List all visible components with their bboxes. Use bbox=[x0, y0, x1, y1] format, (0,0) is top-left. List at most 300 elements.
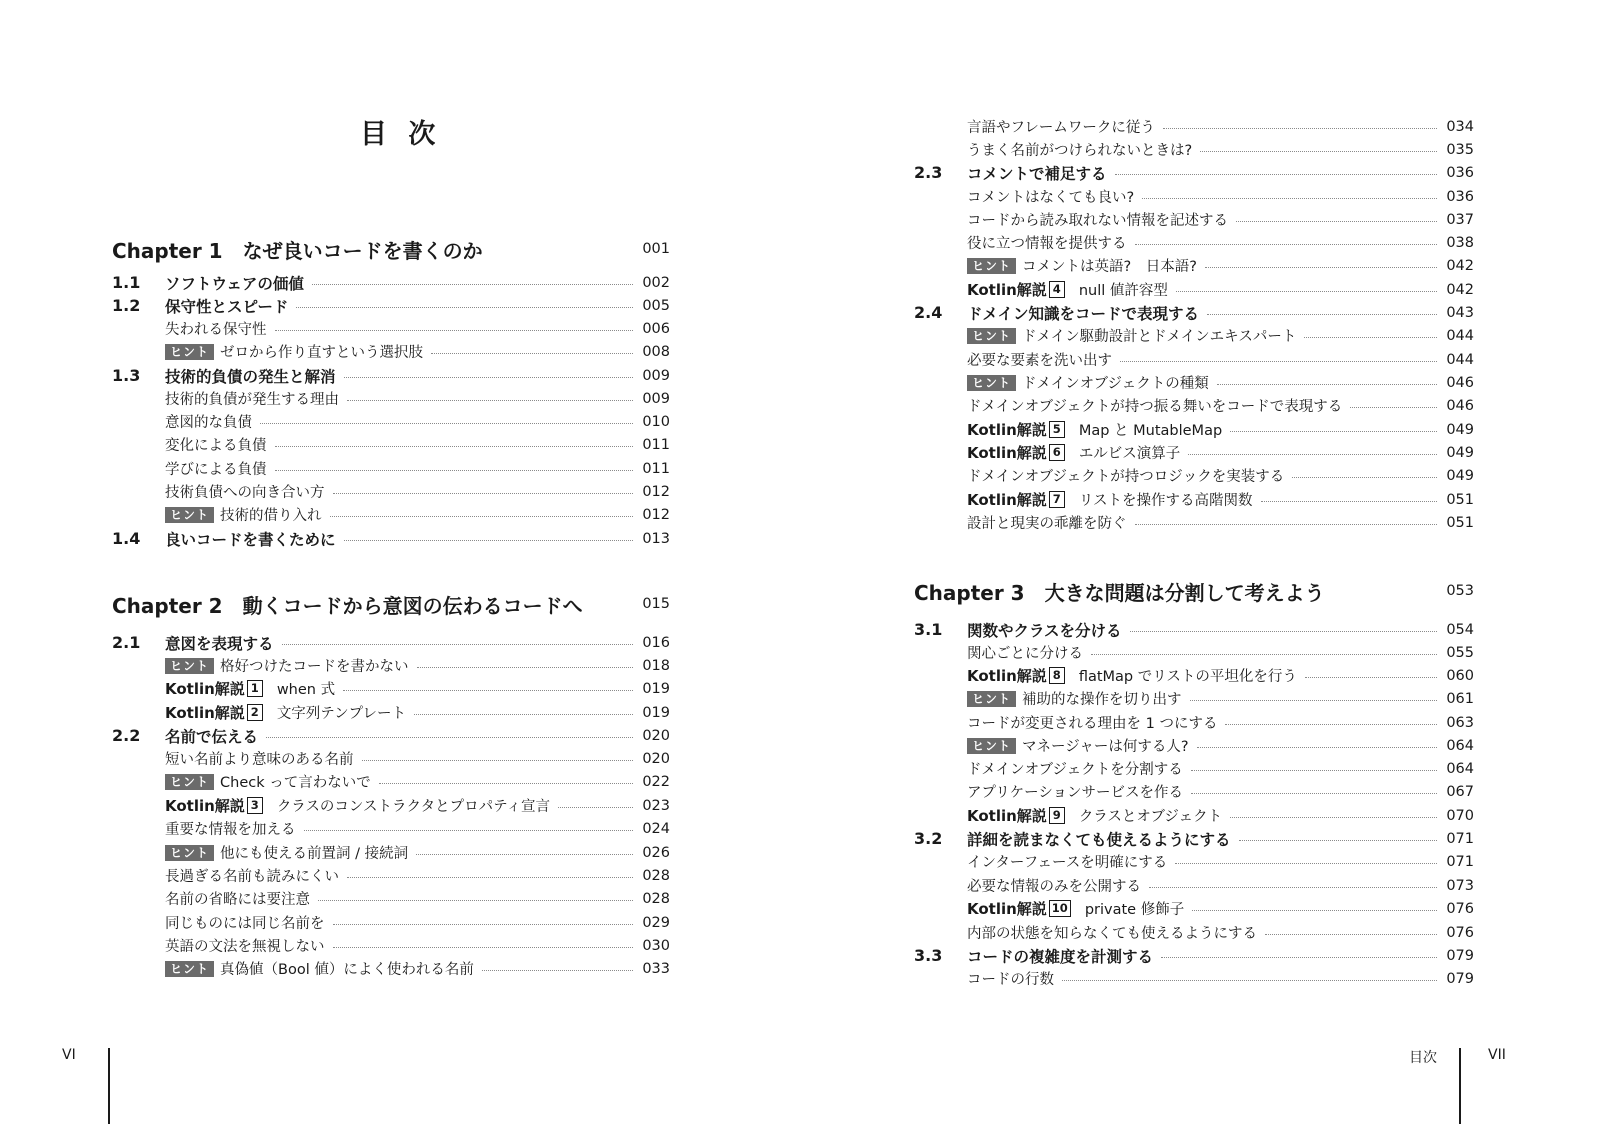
toc-entry-sec[interactable] bbox=[914, 301, 1474, 324]
toc-entry-sec[interactable] bbox=[112, 527, 670, 550]
kotlin-label: Kotlin解説 bbox=[967, 281, 1047, 300]
toc-entry-sec[interactable] bbox=[112, 364, 670, 387]
toc-entry-sub[interactable] bbox=[112, 934, 670, 957]
dot-leader bbox=[414, 714, 633, 715]
page-number: 076 bbox=[1446, 900, 1474, 917]
page-number: 033 bbox=[642, 960, 670, 977]
entry-title: 他にも使える前置詞 / 接続詞 bbox=[220, 846, 409, 863]
page-number: 018 bbox=[642, 657, 670, 674]
toc-entry-sec[interactable] bbox=[914, 618, 1474, 641]
toc-entry-sec[interactable] bbox=[112, 724, 670, 747]
page-number: 049 bbox=[1446, 444, 1474, 461]
kotlin-label: Kotlin解説 bbox=[165, 704, 245, 723]
hint-badge: ヒント bbox=[165, 344, 214, 360]
hint-badge: ヒント bbox=[967, 375, 1016, 391]
toc-entry-hint[interactable] bbox=[914, 734, 1474, 757]
page-number: 064 bbox=[1446, 737, 1474, 754]
page-number: 026 bbox=[642, 844, 670, 861]
section-title: 技術的負債の発生と解消 bbox=[165, 367, 336, 386]
page-number: 009 bbox=[642, 367, 670, 384]
page-number: 079 bbox=[1446, 947, 1474, 964]
dot-leader bbox=[1135, 244, 1438, 245]
dot-leader bbox=[1135, 524, 1438, 525]
dot-leader bbox=[1130, 631, 1437, 632]
dot-leader bbox=[343, 690, 633, 691]
dot-leader bbox=[1230, 431, 1437, 432]
entry-title: null 値許容型 bbox=[1078, 283, 1168, 300]
page-number: 071 bbox=[1446, 830, 1474, 847]
dot-leader bbox=[1161, 957, 1437, 958]
entry-title: クラスのコンストラクタとプロパティ宣言 bbox=[276, 799, 550, 816]
dot-leader bbox=[1217, 384, 1437, 385]
dot-leader bbox=[1149, 887, 1437, 888]
toc-entry-hint[interactable] bbox=[112, 654, 670, 677]
dot-leader bbox=[416, 854, 633, 855]
entry-title: 言語やフレームワークに従う bbox=[967, 120, 1155, 137]
section-title: コードの複雑度を計測する bbox=[967, 947, 1154, 966]
dot-leader bbox=[344, 377, 633, 378]
kotlin-number-box: 7 bbox=[1049, 491, 1065, 508]
toc-entry-sub[interactable] bbox=[914, 850, 1474, 873]
page-number: 028 bbox=[642, 890, 670, 907]
toc-entry-sub[interactable] bbox=[914, 757, 1474, 780]
dot-leader bbox=[1191, 770, 1437, 771]
toc-entry-sub[interactable] bbox=[112, 887, 670, 910]
toc-entry-sub[interactable] bbox=[914, 874, 1474, 897]
entry-title: ゼロから作り直すという選択肢 bbox=[220, 345, 423, 362]
dot-leader bbox=[275, 330, 634, 331]
toc-entry-kt[interactable] bbox=[914, 664, 1474, 687]
page-number: 071 bbox=[1446, 853, 1474, 870]
toc-entry-sub[interactable] bbox=[914, 921, 1474, 944]
dot-leader bbox=[333, 493, 634, 494]
entry-title: 短い名前より意味のある名前 bbox=[165, 752, 354, 769]
dot-leader bbox=[275, 446, 634, 447]
hint-badge: ヒント bbox=[967, 328, 1016, 344]
toc-entry-sub[interactable] bbox=[914, 511, 1474, 534]
page-number: 006 bbox=[642, 320, 670, 337]
toc-entry-sub[interactable] bbox=[112, 911, 670, 934]
dot-leader bbox=[330, 516, 634, 517]
toc-entry-hint[interactable] bbox=[112, 340, 670, 363]
hint-badge: ヒント bbox=[967, 691, 1016, 707]
toc-entry-hint[interactable] bbox=[112, 841, 670, 864]
toc-entry-sub[interactable] bbox=[914, 394, 1474, 417]
kotlin-label: Kotlin解説 bbox=[967, 900, 1047, 919]
page-number: 042 bbox=[1446, 257, 1474, 274]
page-number: 019 bbox=[642, 680, 670, 697]
entry-title: 関心ごとに分ける bbox=[967, 646, 1083, 663]
toc-entry-sec[interactable] bbox=[112, 631, 670, 654]
toc-entry-kt[interactable] bbox=[914, 488, 1474, 511]
dot-leader bbox=[282, 644, 633, 645]
page-number: 034 bbox=[1446, 118, 1474, 135]
dot-leader bbox=[1200, 151, 1437, 152]
page-number: 001 bbox=[642, 241, 670, 257]
hint-badge: ヒント bbox=[967, 258, 1016, 274]
hint-badge: ヒント bbox=[165, 961, 214, 977]
dot-leader bbox=[344, 540, 633, 541]
section-title: 良いコードを書くために bbox=[165, 530, 336, 549]
dot-leader bbox=[1225, 724, 1437, 725]
dot-leader bbox=[333, 947, 634, 948]
page-number: 044 bbox=[1446, 327, 1474, 344]
dot-leader bbox=[1239, 840, 1437, 841]
entry-title: 重要な情報を加える bbox=[165, 822, 296, 839]
toc-entry-sec[interactable] bbox=[914, 161, 1474, 184]
dot-leader bbox=[1176, 291, 1437, 292]
kotlin-label: Kotlin解説 bbox=[165, 797, 245, 816]
entry-title: コードが変更される理由を 1 つにする bbox=[967, 716, 1218, 733]
toc-entry-sec[interactable] bbox=[914, 944, 1474, 967]
toc-entry-sub[interactable] bbox=[914, 185, 1474, 208]
dot-leader bbox=[1163, 128, 1437, 129]
toc-entry-sub[interactable] bbox=[112, 864, 670, 887]
kotlin-label: Kotlin解説 bbox=[165, 680, 245, 699]
dot-leader bbox=[1091, 654, 1437, 655]
toc-entry-hint[interactable] bbox=[112, 770, 670, 793]
toc-entry-hint[interactable] bbox=[112, 503, 670, 526]
kotlin-number-box: 1 bbox=[247, 680, 263, 697]
toc-entry-kt[interactable] bbox=[914, 441, 1474, 464]
page-number-left: VI bbox=[62, 1047, 76, 1063]
dot-leader bbox=[1191, 793, 1437, 794]
section-number: 2.4 bbox=[914, 303, 943, 323]
toc-entry-sub[interactable] bbox=[112, 480, 670, 503]
entry-title: 設計と現実の乖離を防ぐ bbox=[967, 516, 1127, 533]
toc-entry-ch[interactable] bbox=[914, 575, 1474, 607]
page-number: 067 bbox=[1446, 783, 1474, 800]
toc-entry-sec[interactable] bbox=[112, 271, 670, 294]
entry-title: Map と MutableMap bbox=[1078, 423, 1223, 440]
toc-entry-kt[interactable] bbox=[112, 677, 670, 700]
page-number: 061 bbox=[1446, 690, 1474, 707]
kotlin-number-box: 9 bbox=[1049, 807, 1065, 824]
dot-leader bbox=[260, 423, 633, 424]
kotlin-label: Kotlin解説 bbox=[967, 444, 1047, 463]
kotlin-number-box: 4 bbox=[1049, 281, 1065, 298]
section-number: 1.4 bbox=[112, 529, 141, 549]
toc-entry-sub[interactable] bbox=[914, 464, 1474, 487]
toc-entry-sub[interactable] bbox=[914, 138, 1474, 161]
entry-title: 技術的借り入れ bbox=[220, 508, 322, 525]
page-number: 037 bbox=[1446, 211, 1474, 228]
page-number: 064 bbox=[1446, 760, 1474, 777]
hint-badge: ヒント bbox=[165, 845, 214, 861]
dot-leader bbox=[417, 667, 634, 668]
section-title: コメントで補足する bbox=[967, 164, 1107, 183]
entry-title: マネージャーは何する人? bbox=[1022, 739, 1189, 756]
dot-leader bbox=[1062, 980, 1437, 981]
page-number: 044 bbox=[1446, 351, 1474, 368]
chapter-title: Chapter 1 なぜ良いコードを書くのか bbox=[112, 238, 483, 263]
page-number: 073 bbox=[1446, 877, 1474, 894]
entry-title: 意図的な負債 bbox=[165, 415, 252, 432]
hint-badge: ヒント bbox=[967, 738, 1016, 754]
section-title: 意図を表現する bbox=[165, 634, 274, 653]
page-number: 010 bbox=[642, 413, 670, 430]
section-number: 2.3 bbox=[914, 163, 943, 183]
toc-entry-kt[interactable] bbox=[914, 418, 1474, 441]
page-number: 011 bbox=[642, 436, 670, 453]
kotlin-number-box: 5 bbox=[1049, 421, 1065, 438]
section-title: ドメイン知識をコードで表現する bbox=[967, 304, 1200, 323]
kotlin-number-box: 2 bbox=[247, 704, 263, 721]
section-title: ソフトウェアの価値 bbox=[165, 274, 304, 293]
entry-title: 役に立つ情報を提供する bbox=[967, 236, 1127, 253]
hint-badge: ヒント bbox=[165, 658, 214, 674]
page-number: 063 bbox=[1446, 714, 1474, 731]
dot-leader bbox=[275, 470, 634, 471]
hint-badge: ヒント bbox=[165, 774, 214, 790]
toc-entry-sec[interactable] bbox=[914, 827, 1474, 850]
page-number: 055 bbox=[1446, 644, 1474, 661]
entry-title: インターフェースを明確にする bbox=[967, 855, 1168, 872]
page-number: 020 bbox=[642, 727, 670, 744]
toc-entry-ch[interactable] bbox=[112, 588, 670, 620]
kotlin-label: Kotlin解説 bbox=[967, 667, 1047, 686]
section-title: 関数やクラスを分ける bbox=[967, 621, 1122, 640]
entry-title: 必要な情報のみを公開する bbox=[967, 879, 1141, 896]
dot-leader bbox=[558, 807, 633, 808]
dot-leader bbox=[347, 400, 633, 401]
toc-entry-sub[interactable] bbox=[112, 387, 670, 410]
dot-leader bbox=[1205, 267, 1437, 268]
entry-title: 文字列テンプレート bbox=[276, 706, 407, 723]
dot-leader bbox=[266, 737, 633, 738]
entry-title: コメントは英語? 日本語? bbox=[1022, 259, 1197, 276]
entry-title: ドメインオブジェクトを分割する bbox=[967, 762, 1183, 779]
toc-entry-sub[interactable] bbox=[914, 711, 1474, 734]
page-number: 030 bbox=[642, 937, 670, 954]
section-number: 3.3 bbox=[914, 946, 943, 966]
page-number: 036 bbox=[1446, 164, 1474, 181]
kotlin-number-box: 6 bbox=[1049, 444, 1065, 461]
page-number: 079 bbox=[1446, 970, 1474, 987]
entry-title: うまく名前がつけられないときは? bbox=[967, 143, 1193, 160]
page-number: 042 bbox=[1446, 281, 1474, 298]
entry-title: 補助的な操作を切り出す bbox=[1022, 692, 1182, 709]
dot-leader bbox=[1142, 198, 1437, 199]
toc-entry-sub[interactable] bbox=[112, 457, 670, 480]
page-number: 070 bbox=[1446, 807, 1474, 824]
page-number: 022 bbox=[642, 773, 670, 790]
dot-leader bbox=[1188, 454, 1437, 455]
entry-title: コードから読み取れない情報を記述する bbox=[967, 213, 1228, 230]
page-number: 020 bbox=[642, 750, 670, 767]
page-number-right: VII bbox=[1488, 1047, 1506, 1063]
entry-title: アプリケーションサービスを作る bbox=[967, 785, 1184, 802]
page-number: 038 bbox=[1446, 234, 1474, 251]
page-number: 008 bbox=[642, 343, 670, 360]
dot-leader bbox=[1175, 863, 1437, 864]
entry-title: ドメインオブジェクトが持つ振る舞いをコードで表現する bbox=[967, 399, 1343, 416]
dot-leader bbox=[1304, 337, 1437, 338]
dot-leader bbox=[1190, 700, 1438, 701]
page-number: 036 bbox=[1446, 188, 1474, 205]
page-number: 053 bbox=[1446, 583, 1474, 599]
dot-leader bbox=[1115, 174, 1437, 175]
dot-leader bbox=[318, 900, 633, 901]
section-number: 2.2 bbox=[112, 726, 141, 746]
entry-title: 技術負債への向き合い方 bbox=[165, 485, 325, 502]
dot-leader bbox=[1265, 934, 1437, 935]
page-number: 035 bbox=[1446, 141, 1474, 158]
page-number: 015 bbox=[642, 596, 670, 612]
toc-entry-sub[interactable] bbox=[112, 817, 670, 840]
kotlin-number-box: 3 bbox=[247, 797, 263, 814]
page-number: 002 bbox=[642, 274, 670, 291]
page-number: 046 bbox=[1446, 374, 1474, 391]
entry-title: 内部の状態を知らなくても使えるようにする bbox=[967, 926, 1257, 943]
entry-title: flatMap でリストの平坦化を行う bbox=[1078, 669, 1297, 686]
page-number: 028 bbox=[642, 867, 670, 884]
page-number: 011 bbox=[642, 460, 670, 477]
toc-entry-ch[interactable] bbox=[112, 233, 670, 265]
toc-entry-sub[interactable] bbox=[112, 410, 670, 433]
entry-title: ドメインオブジェクトが持つロジックを実装する bbox=[967, 469, 1285, 486]
dot-leader bbox=[333, 924, 634, 925]
entry-title: 真偽値（Bool 値）によく使われる名前 bbox=[220, 962, 474, 979]
section-number: 1.1 bbox=[112, 273, 141, 293]
page-number: 043 bbox=[1446, 304, 1474, 321]
dot-leader bbox=[1120, 361, 1437, 362]
page-number: 016 bbox=[642, 634, 670, 651]
dot-leader bbox=[431, 353, 633, 354]
toc-entry-hint[interactable] bbox=[112, 957, 670, 980]
page-rule-right bbox=[1459, 1048, 1461, 1124]
section-title: 詳細を読まなくても使えるようにする bbox=[967, 830, 1231, 849]
section-number: 3.2 bbox=[914, 829, 943, 849]
toc-entry-sec[interactable] bbox=[112, 294, 670, 317]
toc-entry-hint[interactable] bbox=[914, 371, 1474, 394]
entry-title: 技術的負債が発生する理由 bbox=[165, 392, 339, 409]
page-number: 012 bbox=[642, 506, 670, 523]
dot-leader bbox=[482, 970, 633, 971]
running-head-right: 目次 bbox=[1409, 1050, 1437, 1066]
entry-title: ドメイン駆動設計とドメインエキスパート bbox=[1022, 329, 1297, 346]
toc-entry-kt[interactable] bbox=[914, 278, 1474, 301]
page-number: 051 bbox=[1446, 514, 1474, 531]
entry-title: 名前の省略には要注意 bbox=[165, 892, 310, 909]
toc-entry-hint[interactable] bbox=[914, 687, 1474, 710]
dot-leader bbox=[379, 783, 633, 784]
kotlin-label: Kotlin解説 bbox=[967, 807, 1047, 826]
entry-title: コードの行数 bbox=[967, 972, 1054, 989]
toc-entry-sub[interactable] bbox=[914, 115, 1474, 138]
page-number: 024 bbox=[642, 820, 670, 837]
dot-leader bbox=[1350, 407, 1437, 408]
entry-title: 変化による負債 bbox=[165, 438, 267, 455]
chapter-title: Chapter 3 大きな問題は分割して考えよう bbox=[914, 580, 1325, 605]
dot-leader bbox=[296, 307, 633, 308]
entry-title: エルビス演算子 bbox=[1078, 446, 1181, 463]
dot-leader bbox=[304, 830, 634, 831]
entry-title: コメントはなくても良い? bbox=[967, 190, 1135, 207]
toc-entry-sub[interactable] bbox=[914, 348, 1474, 371]
kotlin-number-box: 10 bbox=[1049, 900, 1071, 917]
page-number: 060 bbox=[1446, 667, 1474, 684]
page-number: 049 bbox=[1446, 467, 1474, 484]
entry-title: 学びによる負債 bbox=[165, 462, 267, 479]
section-number: 3.1 bbox=[914, 620, 943, 640]
entry-title: when 式 bbox=[276, 682, 336, 699]
kotlin-label: Kotlin解説 bbox=[967, 421, 1047, 440]
toc-entry-kt[interactable] bbox=[112, 794, 670, 817]
page-number: 049 bbox=[1446, 421, 1474, 438]
page-number: 005 bbox=[642, 297, 670, 314]
page-number: 019 bbox=[642, 704, 670, 721]
entry-title: 英語の文法を無視しない bbox=[165, 939, 325, 956]
entry-title: 必要な要素を洗い出す bbox=[967, 353, 1112, 370]
page-number: 012 bbox=[642, 483, 670, 500]
page-number: 046 bbox=[1446, 397, 1474, 414]
right-page bbox=[800, 0, 1600, 1144]
toc-entry-sub[interactable] bbox=[914, 780, 1474, 803]
dot-leader bbox=[1192, 910, 1437, 911]
entry-title: 長過ぎる名前も読みにくい bbox=[165, 869, 339, 886]
toc-entry-sub[interactable] bbox=[914, 231, 1474, 254]
toc-entry-kt[interactable] bbox=[112, 701, 670, 724]
section-number: 2.1 bbox=[112, 633, 141, 653]
dot-leader bbox=[347, 877, 633, 878]
entry-title: ドメインオブジェクトの種類 bbox=[1022, 376, 1209, 393]
entry-title: 失われる保守性 bbox=[165, 322, 267, 339]
dot-leader bbox=[1292, 477, 1437, 478]
dot-leader bbox=[362, 760, 634, 761]
toc-entry-sub[interactable] bbox=[112, 747, 670, 770]
page-rule-left bbox=[108, 1048, 110, 1124]
toc-entry-kt[interactable] bbox=[914, 804, 1474, 827]
kotlin-label: Kotlin解説 bbox=[967, 491, 1047, 510]
hint-badge: ヒント bbox=[165, 507, 214, 523]
toc-entry-sub[interactable] bbox=[914, 641, 1474, 664]
dot-leader bbox=[1261, 501, 1437, 502]
toc-entry-sub[interactable] bbox=[914, 967, 1474, 990]
toc-entry-sub[interactable] bbox=[112, 317, 670, 340]
page-number: 023 bbox=[642, 797, 670, 814]
page-number: 009 bbox=[642, 390, 670, 407]
entry-title: Check って言わないで bbox=[220, 775, 371, 792]
entry-title: リストを操作する高階関数 bbox=[1078, 493, 1253, 510]
page-number: 029 bbox=[642, 914, 670, 931]
toc-entry-hint[interactable] bbox=[914, 254, 1474, 277]
dot-leader bbox=[312, 284, 633, 285]
dot-leader bbox=[1207, 314, 1437, 315]
page-number: 076 bbox=[1446, 924, 1474, 941]
toc-entry-hint[interactable] bbox=[914, 324, 1474, 347]
page-number: 051 bbox=[1446, 491, 1474, 508]
entry-title: クラスとオブジェクト bbox=[1078, 809, 1223, 826]
toc-entry-kt[interactable] bbox=[914, 897, 1474, 920]
section-title: 保守性とスピード bbox=[165, 297, 289, 316]
section-title: 名前で伝える bbox=[165, 727, 259, 746]
page-number: 054 bbox=[1446, 621, 1474, 638]
dot-leader bbox=[1305, 677, 1437, 678]
toc-entry-sub[interactable] bbox=[112, 433, 670, 456]
toc-entry-sub[interactable] bbox=[914, 208, 1474, 231]
entry-title: private 修飾子 bbox=[1084, 902, 1185, 919]
chapter-title: Chapter 2 動くコードから意図の伝わるコードへ bbox=[112, 593, 583, 618]
entry-title: 同じものには同じ名前を bbox=[165, 916, 325, 933]
section-number: 1.3 bbox=[112, 366, 141, 386]
page-number: 013 bbox=[642, 530, 670, 547]
entry-title: 格好つけたコードを書かない bbox=[220, 659, 409, 676]
dot-leader bbox=[1197, 747, 1437, 748]
kotlin-number-box: 8 bbox=[1049, 667, 1065, 684]
toc-title: 目 次 bbox=[360, 119, 442, 150]
section-number: 1.2 bbox=[112, 296, 141, 316]
